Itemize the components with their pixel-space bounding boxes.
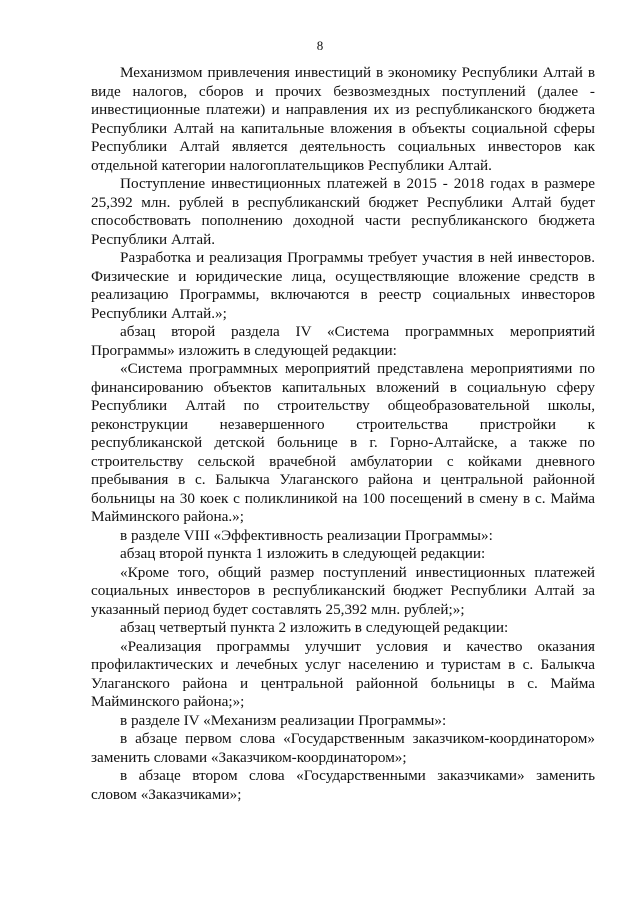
paragraph-second-abzac-replace: в абзаце втором слова «Государственными заказчиками» заменить словом «Заказчиками»;: [91, 767, 595, 803]
paragraph-program-investors: Разработка и реализация Программы требует участия в ней инвесторов. Физические и юридические лица, осуществляющие вложение средств в реализацию Программы, включаются в реестр социальных инвесторов Республики Алтай.»;: [91, 249, 595, 322]
paragraph-section-iv-intro: абзац второй раздела IV «Система программных мероприятий Программы» изложить в следующей редакции:: [91, 323, 595, 359]
paragraph-point-1-intro: абзац второй пункта 1 изложить в следующей редакции:: [120, 545, 486, 562]
paragraph-section-iv-mechanism: в разделе IV «Механизм реализации Программы»:: [120, 711, 447, 729]
paragraph-first-abzac-replace: в абзаце первом слова «Государственным заказчиком-координатором» заменить словами «Заказчиком-координатором»;: [91, 730, 595, 766]
document-body: [91, 64, 595, 804]
paragraph-program-implementation: «Реализация программы улучшит условия и качество оказания профилактических и лечебных услуг населению и туристам в с. Балыкча Улаганского района и центральной районной больницы в с. Майма Майминского района;»;: [91, 637, 595, 710]
page-number: 8: [316, 38, 324, 53]
paragraph-total-payments: «Кроме того, общий размер поступлений инвестиционных платежей социальных инвесторов в республиканский бюджет Республики Алтай за указанный период будет составлять 25,392 млн. рублей;»;: [91, 563, 595, 618]
paragraph-payments-2015-2018: Поступление инвестиционных платежей в 2015 - 2018 годах в размере 25,392 млн. рублей в республиканский бюджет Республики Алтай будет способствовать пополнению доходной части республиканского бюджета Республики Алтай.: [91, 175, 595, 248]
paragraph-investment-mechanism: Механизмом привлечения инвестиций в экономику Республики Алтай в виде налогов, сборов и прочих безвозмездных поступлений (далее - инвестиционные платежи) и направления их из республиканского бюджета Республики Алтай на капитальные вложения в объекты социальной сферы Республики Алтай является деятельность социальных инвесторов как отдельной категории налогоплательщиков Республики Алтай.: [91, 64, 595, 174]
paragraph-section-viii: в разделе VIII «Эффективность реализации Программы»:: [120, 526, 493, 544]
paragraph-program-activities: «Система программных мероприятий представлена мероприятиями по финансированию объектов капитальных вложений в социальную сферу Республики Алтай по строительству общеобразовательной школы, реконструкции незавершенного строительства пристройки к республиканской детской больнице в г. Горно-Алтайске, а также по строительству сельской врачебной амбулатории с койками дневного пребывания в с. Балыкча Улаганского района и центральной районной больницы на 30 коек с поликлиникой на 100 посещений в смену в с. Майма Майминского района.»;: [91, 360, 595, 525]
paragraph-point-2-intro: абзац четвертый пункта 2 изложить в следующей редакции:: [120, 619, 509, 636]
